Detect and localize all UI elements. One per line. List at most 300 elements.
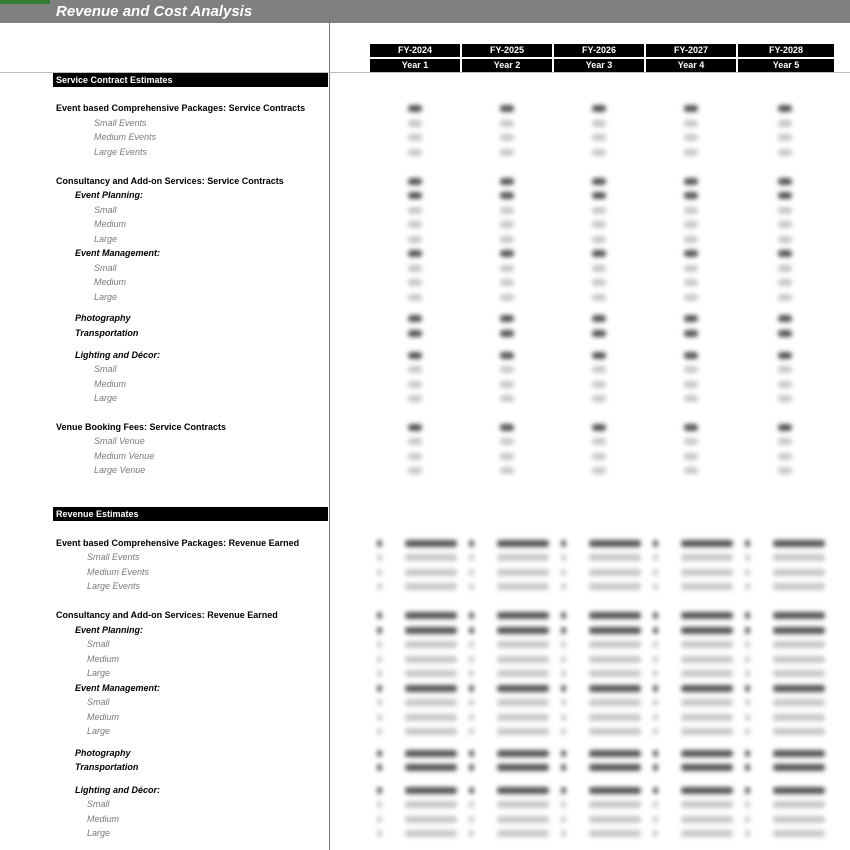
blurred-value-cell [778, 381, 792, 388]
row-label: Small [94, 364, 117, 374]
blurred-value-cell [497, 699, 549, 706]
blurred-value-cell [469, 641, 474, 648]
blurred-value-cell [681, 699, 733, 706]
blurred-value-cell [681, 801, 733, 808]
blurred-value-cell [745, 612, 750, 619]
blurred-value-cell [653, 685, 658, 692]
row-label: Medium Events [87, 567, 150, 577]
blurred-value-cell [778, 120, 792, 127]
blurred-value-cell [681, 612, 733, 619]
blurred-value-cell [500, 294, 514, 301]
row-label: Medium [87, 654, 120, 664]
blurred-value-cell [684, 134, 698, 141]
blurred-value-cell [377, 714, 382, 721]
blurred-value-cell [773, 540, 825, 547]
blurred-value-cell [653, 569, 658, 576]
blurred-value-cell [778, 207, 792, 214]
blurred-value-cell [681, 627, 733, 634]
blurred-value-cell [405, 670, 457, 677]
blurred-value-cell [377, 612, 382, 619]
blurred-value-cell [377, 540, 382, 547]
blurred-value-cell [778, 105, 792, 112]
blurred-value-cell [684, 315, 698, 322]
blurred-value-cell [469, 583, 474, 590]
blurred-value-cell [589, 540, 641, 547]
blurred-value-cell [773, 685, 825, 692]
blurred-value-cell [408, 192, 422, 199]
blurred-value-cell [681, 764, 733, 771]
blurred-value-cell [561, 714, 566, 721]
blurred-value-cell [405, 787, 457, 794]
blurred-value-cell [778, 294, 792, 301]
blurred-value-cell [681, 656, 733, 663]
blurred-value-cell [561, 685, 566, 692]
blurred-value-cell [773, 656, 825, 663]
blurred-value-cell [469, 714, 474, 721]
blurred-value-cell [500, 250, 514, 257]
row-label: Large [94, 393, 118, 403]
blurred-value-cell [653, 627, 658, 634]
blurred-value-cell [653, 612, 658, 619]
year-header-1: Year 1 [370, 59, 460, 72]
blurred-value-cell [592, 315, 606, 322]
blurred-value-cell [589, 627, 641, 634]
blurred-value-cell [469, 764, 474, 771]
blurred-value-cell [408, 236, 422, 243]
blurred-value-cell [653, 699, 658, 706]
blurred-value-cell [745, 764, 750, 771]
blurred-value-cell [592, 453, 606, 460]
blurred-value-cell [592, 192, 606, 199]
blurred-value-cell [469, 830, 474, 837]
blurred-value-cell [589, 656, 641, 663]
blurred-value-cell [561, 641, 566, 648]
row-label: Large [87, 726, 111, 736]
blurred-value-cell [681, 830, 733, 837]
blurred-value-cell [500, 221, 514, 228]
blurred-value-cell [745, 670, 750, 677]
blurred-value-cell [408, 279, 422, 286]
blurred-value-cell [778, 315, 792, 322]
blurred-value-cell [773, 830, 825, 837]
blurred-value-cell [592, 178, 606, 185]
blurred-value-cell [377, 816, 382, 823]
row-label: Large [94, 234, 118, 244]
blurred-value-cell [469, 656, 474, 663]
blurred-value-cell [773, 750, 825, 757]
blurred-value-cell [561, 699, 566, 706]
blurred-value-cell [500, 149, 514, 156]
blurred-value-cell [653, 554, 658, 561]
blurred-value-cell [684, 330, 698, 337]
fy-header-4: FY-2027 [646, 44, 736, 57]
blurred-value-cell [684, 120, 698, 127]
blurred-value-cell [592, 265, 606, 272]
fy-header-2: FY-2025 [462, 44, 552, 57]
blurred-value-cell [408, 294, 422, 301]
blurred-value-cell [497, 641, 549, 648]
blurred-value-cell [653, 830, 658, 837]
blurred-value-cell [589, 699, 641, 706]
blurred-value-cell [592, 221, 606, 228]
blurred-value-cell [589, 830, 641, 837]
blurred-value-cell [592, 352, 606, 359]
blurred-value-cell [561, 750, 566, 757]
year-header-2: Year 2 [462, 59, 552, 72]
fy-header-3: FY-2026 [554, 44, 644, 57]
blurred-value-cell [377, 583, 382, 590]
row-label: Lighting and Décor: [75, 350, 160, 360]
row-label: Large Events [87, 581, 141, 591]
blurred-value-cell [778, 424, 792, 431]
column-divider [329, 0, 330, 850]
blurred-value-cell [592, 120, 606, 127]
blurred-value-cell [561, 583, 566, 590]
blurred-value-cell [653, 656, 658, 663]
blurred-value-cell [500, 105, 514, 112]
blurred-value-cell [497, 670, 549, 677]
blurred-value-cell [589, 816, 641, 823]
blurred-value-cell [497, 728, 549, 735]
blurred-value-cell [773, 641, 825, 648]
blurred-value-cell [745, 627, 750, 634]
blurred-value-cell [653, 670, 658, 677]
blurred-value-cell [684, 207, 698, 214]
blurred-value-cell [778, 265, 792, 272]
blurred-value-cell [684, 105, 698, 112]
row-label: Consultancy and Add-on Services: Service Contracts [56, 176, 284, 186]
blurred-value-cell [592, 279, 606, 286]
blurred-value-cell [408, 250, 422, 257]
blurred-value-cell [497, 714, 549, 721]
blurred-value-cell [408, 120, 422, 127]
blurred-value-cell [408, 395, 422, 402]
blurred-value-cell [684, 294, 698, 301]
blurred-value-cell [377, 641, 382, 648]
blurred-value-cell [745, 685, 750, 692]
blurred-value-cell [469, 685, 474, 692]
blurred-value-cell [778, 330, 792, 337]
blurred-value-cell [681, 685, 733, 692]
blurred-value-cell [561, 764, 566, 771]
blurred-value-cell [500, 395, 514, 402]
blurred-value-cell [684, 265, 698, 272]
blurred-value-cell [408, 453, 422, 460]
blurred-value-cell [408, 438, 422, 445]
blurred-value-cell [405, 641, 457, 648]
blurred-value-cell [561, 569, 566, 576]
blurred-value-cell [561, 612, 566, 619]
blurred-value-cell [778, 236, 792, 243]
blurred-value-cell [592, 395, 606, 402]
blurred-value-cell [469, 801, 474, 808]
blurred-value-cell [589, 554, 641, 561]
blurred-value-cell [592, 250, 606, 257]
blurred-value-cell [778, 352, 792, 359]
blurred-value-cell [778, 178, 792, 185]
blurred-value-cell [497, 750, 549, 757]
blurred-value-cell [497, 554, 549, 561]
blurred-value-cell [684, 192, 698, 199]
blurred-value-cell [778, 438, 792, 445]
blurred-value-cell [681, 750, 733, 757]
blurred-value-cell [500, 467, 514, 474]
row-label: Event based Comprehensive Packages: Service Contracts [56, 103, 306, 113]
blurred-value-cell [592, 294, 606, 301]
blurred-value-cell [773, 728, 825, 735]
blurred-value-cell [497, 764, 549, 771]
blurred-value-cell [653, 714, 658, 721]
row-label: Medium Venue [94, 451, 155, 461]
blurred-value-cell [408, 149, 422, 156]
blurred-value-cell [773, 816, 825, 823]
blurred-value-cell [773, 569, 825, 576]
blurred-value-cell [500, 279, 514, 286]
row-label: Large [87, 668, 111, 678]
blurred-value-cell [377, 764, 382, 771]
blurred-value-cell [408, 424, 422, 431]
blurred-value-cell [773, 764, 825, 771]
blurred-value-cell [592, 207, 606, 214]
row-label: Medium [94, 277, 127, 287]
blurred-value-cell [681, 641, 733, 648]
row-label: Event Planning: [75, 625, 144, 635]
blurred-value-cell [497, 612, 549, 619]
blurred-value-cell [377, 569, 382, 576]
blurred-value-cell [653, 641, 658, 648]
blurred-value-cell [405, 750, 457, 757]
blurred-value-cell [405, 699, 457, 706]
blurred-value-cell [773, 670, 825, 677]
blurred-value-cell [408, 330, 422, 337]
blurred-value-cell [745, 656, 750, 663]
year-header-3: Year 3 [554, 59, 644, 72]
year-header-5: Year 5 [738, 59, 834, 72]
blurred-value-cell [778, 149, 792, 156]
blurred-value-cell [684, 395, 698, 402]
section-service-contract: Service Contract Estimates [53, 73, 328, 87]
row-label: Photography [75, 313, 131, 323]
row-label: Consultancy and Add-on Services: Revenue Earned [56, 610, 278, 620]
row-label: Event Planning: [75, 190, 144, 200]
blurred-value-cell [561, 540, 566, 547]
blurred-value-cell [405, 764, 457, 771]
blurred-value-cell [778, 453, 792, 460]
blurred-value-cell [592, 149, 606, 156]
blurred-value-cell [773, 554, 825, 561]
blurred-value-cell [497, 583, 549, 590]
blurred-value-cell [500, 352, 514, 359]
blurred-value-cell [589, 764, 641, 771]
blurred-value-cell [684, 250, 698, 257]
blurred-value-cell [561, 627, 566, 634]
blurred-value-cell [408, 178, 422, 185]
blurred-value-cell [469, 569, 474, 576]
row-label: Transportation [75, 762, 139, 772]
blurred-value-cell [778, 467, 792, 474]
blurred-value-cell [778, 279, 792, 286]
blurred-value-cell [408, 366, 422, 373]
blurred-value-cell [405, 685, 457, 692]
blurred-value-cell [497, 569, 549, 576]
blurred-value-cell [778, 221, 792, 228]
blurred-value-cell [469, 816, 474, 823]
blurred-value-cell [681, 670, 733, 677]
row-label: Medium [87, 814, 120, 824]
blurred-value-cell [497, 656, 549, 663]
selected-cell-indicator [0, 0, 50, 4]
fy-header-5: FY-2028 [738, 44, 834, 57]
blurred-value-cell [377, 627, 382, 634]
row-label: Small Events [94, 118, 147, 128]
blurred-value-cell [405, 554, 457, 561]
blurred-value-cell [681, 540, 733, 547]
blurred-value-cell [405, 540, 457, 547]
blurred-value-cell [773, 627, 825, 634]
blurred-value-cell [408, 467, 422, 474]
blurred-value-cell [497, 627, 549, 634]
blurred-value-cell [408, 352, 422, 359]
blurred-value-cell [745, 699, 750, 706]
blurred-value-cell [684, 221, 698, 228]
blurred-value-cell [684, 381, 698, 388]
blurred-value-cell [500, 453, 514, 460]
blurred-value-cell [469, 728, 474, 735]
blurred-value-cell [408, 315, 422, 322]
blurred-value-cell [745, 583, 750, 590]
row-label: Medium Events [94, 132, 157, 142]
blurred-value-cell [469, 670, 474, 677]
blurred-value-cell [589, 787, 641, 794]
blurred-value-cell [589, 714, 641, 721]
blurred-value-cell [592, 330, 606, 337]
blurred-value-cell [469, 750, 474, 757]
blurred-value-cell [408, 265, 422, 272]
blurred-value-cell [561, 554, 566, 561]
blurred-value-cell [592, 105, 606, 112]
blurred-value-cell [500, 424, 514, 431]
blurred-value-cell [745, 801, 750, 808]
blurred-value-cell [497, 816, 549, 823]
blurred-value-cell [377, 787, 382, 794]
year-header-4: Year 4 [646, 59, 736, 72]
blurred-value-cell [469, 699, 474, 706]
blurred-value-cell [745, 554, 750, 561]
blurred-value-cell [377, 685, 382, 692]
blurred-value-cell [745, 750, 750, 757]
blurred-value-cell [377, 699, 382, 706]
blurred-value-cell [377, 656, 382, 663]
blurred-value-cell [681, 714, 733, 721]
blurred-value-cell [684, 279, 698, 286]
row-label: Large Events [94, 147, 148, 157]
blurred-value-cell [589, 583, 641, 590]
blurred-value-cell [408, 221, 422, 228]
row-label: Medium [94, 379, 127, 389]
blurred-value-cell [500, 381, 514, 388]
blurred-value-cell [405, 830, 457, 837]
blurred-value-cell [561, 830, 566, 837]
sheet-title: Revenue and Cost Analysis [56, 3, 253, 20]
blurred-value-cell [684, 352, 698, 359]
blurred-value-cell [592, 467, 606, 474]
blurred-value-cell [773, 612, 825, 619]
blurred-value-cell [684, 366, 698, 373]
section-revenue: Revenue Estimates [53, 507, 328, 521]
blurred-value-cell [469, 554, 474, 561]
blurred-value-cell [681, 583, 733, 590]
fy-header-1: FY-2024 [370, 44, 460, 57]
blurred-value-cell [653, 787, 658, 794]
blurred-value-cell [500, 330, 514, 337]
blurred-value-cell [778, 192, 792, 199]
blurred-value-cell [684, 467, 698, 474]
blurred-value-cell [745, 816, 750, 823]
blurred-value-cell [681, 728, 733, 735]
blurred-value-cell [778, 134, 792, 141]
blurred-value-cell [592, 236, 606, 243]
blurred-value-cell [469, 627, 474, 634]
blurred-value-cell [408, 134, 422, 141]
blurred-value-cell [500, 134, 514, 141]
blurred-value-cell [500, 366, 514, 373]
row-label: Small [87, 639, 110, 649]
row-label: Transportation [75, 328, 139, 338]
blurred-value-cell [589, 801, 641, 808]
blurred-value-cell [405, 801, 457, 808]
blurred-value-cell [500, 265, 514, 272]
blurred-value-cell [377, 830, 382, 837]
row-label: Small Venue [94, 436, 145, 446]
blurred-value-cell [773, 787, 825, 794]
blurred-value-cell [653, 583, 658, 590]
blurred-value-cell [405, 612, 457, 619]
blurred-value-cell [497, 540, 549, 547]
blurred-value-cell [469, 540, 474, 547]
blurred-value-cell [497, 830, 549, 837]
blurred-value-cell [745, 830, 750, 837]
blurred-value-cell [653, 801, 658, 808]
blurred-value-cell [773, 714, 825, 721]
blurred-value-cell [405, 569, 457, 576]
blurred-value-cell [500, 120, 514, 127]
blurred-value-cell [405, 714, 457, 721]
blurred-value-cell [561, 656, 566, 663]
blurred-value-cell [589, 612, 641, 619]
row-label: Large Venue [94, 465, 146, 475]
blurred-value-cell [653, 750, 658, 757]
row-label: Large [87, 828, 111, 838]
blurred-value-cell [405, 627, 457, 634]
blurred-value-cell [778, 250, 792, 257]
blurred-value-cell [745, 787, 750, 794]
row-label: Event Management: [75, 248, 161, 258]
blurred-value-cell [561, 801, 566, 808]
blurred-value-cell [561, 728, 566, 735]
blurred-value-cell [592, 134, 606, 141]
blurred-value-cell [653, 728, 658, 735]
blurred-value-cell [500, 315, 514, 322]
row-label: Venue Booking Fees: Service Contracts [56, 422, 227, 432]
blurred-value-cell [745, 728, 750, 735]
blurred-value-cell [408, 207, 422, 214]
blurred-value-cell [592, 424, 606, 431]
blurred-value-cell [377, 750, 382, 757]
blurred-value-cell [773, 699, 825, 706]
blurred-value-cell [500, 236, 514, 243]
blurred-value-cell [589, 670, 641, 677]
blurred-value-cell [469, 612, 474, 619]
